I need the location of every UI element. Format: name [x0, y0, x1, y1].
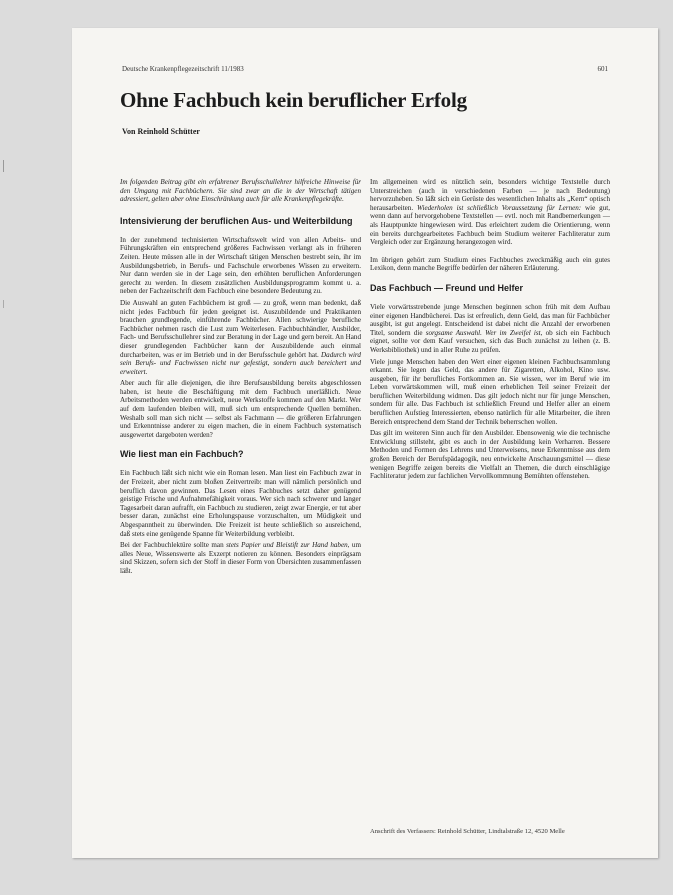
emphasis-text: Wiederholen ist schließlich Voraussetzung für Lernen:	[417, 203, 582, 212]
document-page	[72, 28, 658, 858]
paragraph	[370, 303, 610, 355]
author-address: Anschrift des Verfassers: Reinhold Schütter, Lindtalstraße 12, 4520 Melle	[370, 828, 565, 835]
emphasis-text: sorgsame Auswahl.	[425, 328, 482, 337]
left-column	[120, 178, 361, 579]
paragraph: Das gilt im weiteren Sinn auch für den Ausbilder. Ebensowenig wie die technische Entwicklung stillsteht, gibt es auch in der Ausbildung kein Verharren. Bessere Methoden und Formen des Lehrens und Unterweisens, neue Erkenntnisse aus dem großen Bereich der Berufspädagogik, neu entwickelte Anschauungsmittel — diese wenigen Begriffe zeigen bereits die Vielfalt an Themen, die durch einschlägige Fachliteratur jedem zur fachlichen Vervollkommnung Bemühten offenstehen.	[370, 429, 610, 481]
paragraph-text: Die Auswahl an guten Fachbüchern ist groß — zu groß, wenn man bedenkt, daß nicht jedes Fachbuch für jeden geeignet ist. Auszubildende und Praktikanten brauchen grundlegende, einführende Fachbücher. Allen schwierige berufliche Fachbücher nehmen rasch die Lust zum Weiterlesen. Fachbuchhändler, Ausbilder, Fach- und Berufsschullehrer sind zur Beratung in der Lage und gern bereit. An Hand dieser grundlegenden Fachbücher kann der Auszubildende auch einmal durcharbeiten, was er im Betrieb und in der Berufsschule gehört hat.	[120, 298, 361, 359]
paragraph-text: wie gut, wenn dann auf hervorgehobene Textstellen — evtl. noch mit Randbemerkungen — als Hauptpunkte hingewiesen wird. Das erleichtert zudem die Orientierung, wenn ein bereits durchgearbeitetes Fachbuch beim Studium weiterer Fachliteratur zum Vergleich oder zur Ergänzung herangezogen wird.	[370, 203, 610, 247]
page-number: 601	[597, 65, 608, 73]
paragraph: Aber auch für alle diejenigen, die ihre Berufsausbildung bereits abgeschlossen haben, ist heute die Beschäftigung mit dem Fachbuch unerläßlich. Neue Arbeitsmethoden werden entwickelt, neue Werkstoffe kommen auf den Markt. Wer auf dem laufenden bleiben will, muß sich um entsprechende Quellen bemühen. Weshalb soll man sich nicht — selbst als Fachmann — die größeren Erfahrungen und Erkenntnisse anderer zu eigen machen, die in einem Fachbuch systematisch ausgewertet dargeboten werden?	[120, 379, 361, 439]
paragraph-text: Viele vorwärtsstrebende junge Menschen beginnen schon früh mit dem Aufbau einer eigenen Handbücherei. Das ist erfreulich, denn Geld, das man für Fachbücher ausgibt, ist gut angelegt. Entscheidend ist dabei nicht die Anzahl der erworbenen Titel,	[370, 302, 610, 337]
paragraph-text: sondern die	[388, 328, 423, 337]
emphasis-text: stets Papier und Bleistift zur Hand haben,	[226, 541, 350, 550]
paragraph: Viele junge Menschen haben den Wert einer eigenen kleinen Fachbuchsammlung erkannt. Sie legen das Geld, das andere für Zigaretten, Alkohol, Kino usw. ausgeben, für ihr berufliches Fortkommen an. Sie wissen, wer im Beruf wie im Leben vorwärtskommen will, muß einen erheblichen Teil seiner Freizeit der beruflichen Weiterbildung widmen. Das gilt jedoch nicht nur für junge Menschen, sondern für alle. Das Fachbuch ist schließlich Freund und Helfer aller an einem beruflichen Aufstieg Interessierten, ebenso natürlich für alle Mitarbeiter, die ihren Bereich entsprechend dem Stand der Technik beherrschen wollen.	[370, 357, 610, 426]
paragraph: Ein Fachbuch läßt sich nicht wie ein Roman lesen. Man liest ein Fachbuch zwar in der Freizeit, aber nicht zum bloßen Zeitvertreib: man will nämlich persönlich und beruflich davon gewinnen. Das Lesen eines Fachbuches setzt daher genügend geistige Frische und Aufnahmefähigkeit voraus. Wer sich nach schwerer und langer Tagesarbeit daran aufrafft, ein Fachbuch zu studieren, zeigt zwar Energie, er tut aber besser daran, zunächst eine Erholungspause vorzuschalten, um Müdigkeit und Abgespanntheit zu überwinden. Die Freizeit ist heute schließlich so ausreichend, daß stets eine genügende Spanne für Weiterbildung verbleibt.	[120, 469, 361, 538]
article-title: Ohne Fachbuch kein beruflicher Erfolg	[120, 88, 467, 112]
emphasis-text: Dadurch wird sein Berufs- und Fachwissen nicht nur gefestigt, sondern auch bereichert und erweitert.	[120, 350, 361, 376]
scan-edge-marks	[2, 0, 6, 895]
section-heading-wie-liest-man: Wie liest man ein Fachbuch?	[120, 449, 244, 460]
paragraph	[120, 299, 361, 376]
paragraph	[370, 178, 610, 247]
emphasis-text: Wer im Zweifel ist,	[485, 328, 543, 337]
paragraph-text: Im allgemeinen wird es nützlich sein, besonders wichtige Textstelle durch Unterstreichen (auch in verschiedenen Farben — je nach Bedeutung) hervorzuheben. So läßt sich ein Gerüste des wesentlichen Inhalts als „Kern“ optisch herausarbeiten.	[370, 178, 610, 212]
article-author: Von Reinhold Schütter	[122, 127, 200, 136]
paragraph: In der zunehmend technisierten Wirtschaftswelt wird von allen Arbeits- und Führungskräften ein entsprechend größeres Fachwissen verlangt als in früheren Zeiten. Heute müssen alle in der Wirtschaft tätigen Menschen bestrebt sein, ihr im Ausbildungsbetrieb, in Berufs- und Fachschule erworbenes Wissen zu erweitern. Nur dann werden sie in der Lage sein, den erhöhten beruflichen Anforderungen gerecht zu werden. In diesem zusätzlichen Ausbildungsprogramm kommt u. a. neben der Fachzeitschrift dem Fachbuch eine besondere Bedeutung zu.	[120, 235, 361, 296]
paragraph-text: ob sich ein Fachbuch eignet, sollte vor dem Kauf versuchen, sich das Buch zunächst zu leihen (z. B. Werksbibliothek) und in aller Ruhe zu prüfen.	[370, 328, 611, 354]
journal-reference: Deutsche Krankenpflegezeitschrift 11/1983	[122, 65, 244, 73]
section-heading-intensivierung: Intensivierung der beruflichen Aus- und Weiterbildung	[120, 215, 353, 226]
running-head	[122, 65, 608, 73]
paragraph	[120, 541, 361, 575]
article-intro: Im folgenden Beitrag gibt ein erfahrener Berufsschullehrer hilfreiche Hinweise für den Umgang mit Fachbüchern. Sie sind zwar an die in der Wirtschaft tätigen adressiert, gelten aber ohne Einschränkung auch für alle Krankenpflegekräfte.	[120, 178, 361, 204]
paragraph-text: Bei der Fachbuchlektüre sollte man	[120, 541, 224, 550]
section-heading-fachbuch-freund: Das Fachbuch — Freund und Helfer	[370, 282, 524, 293]
paragraph-text: um alles Neue, Wissenswerte als Exzerpt notieren zu können. Besonders einprägsam sind Skizzen, sofern sich der Stoff in dieser Form von Übersichten zusammenfassen läßt.	[120, 541, 361, 575]
paragraph: Im übrigen gehört zum Studium eines Fachbuches zweckmäßig auch ein gutes Lexikon, denn manche Begriffe bedürfen der näheren Erläuterung.	[370, 255, 610, 273]
right-column	[370, 178, 610, 484]
